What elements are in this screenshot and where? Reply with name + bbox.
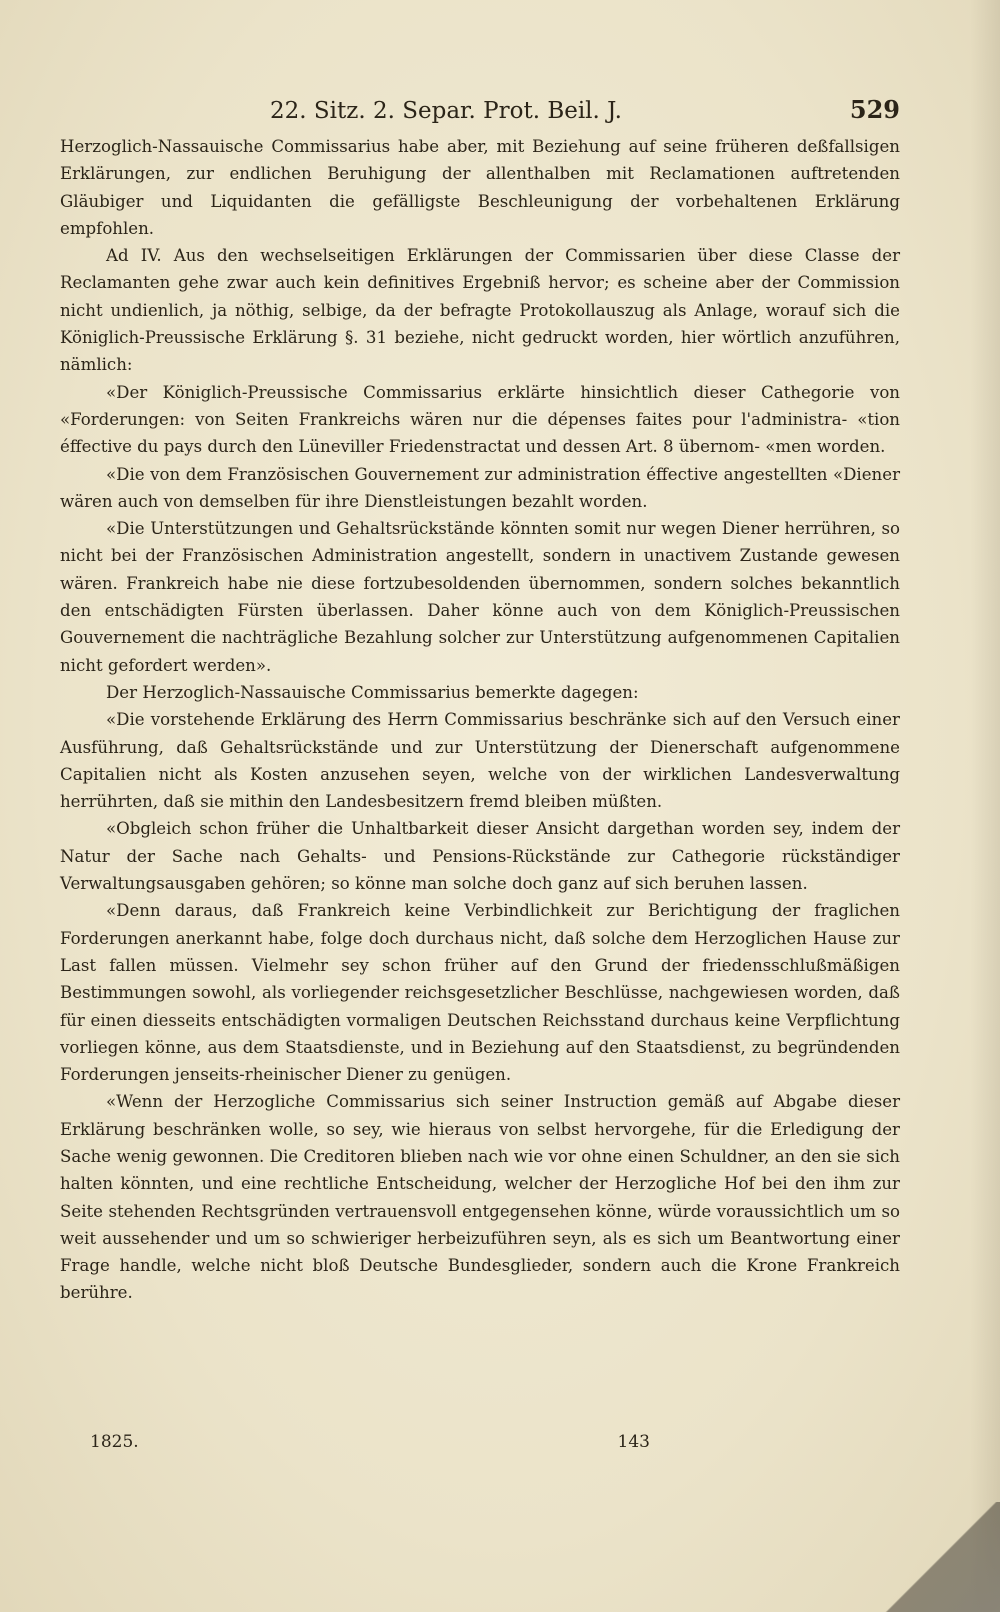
paragraph: Der Herzoglich-Nassauische Commissarius bemerkte dagegen: (106, 682, 639, 702)
page-corner-fold (880, 1502, 1000, 1612)
paragraph: «Denn daraus, daß Frankreich keine Verbindlichkeit zur Berichtigung der fraglichen Forderungen anerkannt habe, folge doch durchaus nicht, daß solche dem Herzoglichen Hause zur Last fallen müssen. Vielmehr sey schon früher auf den Grund der friedensschlußmäßigen Bestimmungen sowohl, als vorliegender reichsgesetzlicher Beschlüsse, nachgewiesen worden, daß für einen diesseits entschädigten vormaligen Deutschen Reichsstand durchaus keine Verpflichtung vorliegen könne, aus dem Staatsdienste, und in Beziehung auf den Staatsdienst, zu begründenden Forderungen jenseits-rheinischer Diener zu genügen. (60, 901, 900, 1085)
page-footer (90, 1432, 650, 1452)
paragraph: Ad IV. Aus den wechselseitigen Erklärungen der Commissarien über diese Classe der Reclamanten gehe zwar auch kein definitives Ergebniß hervor; es scheine aber der Commission nicht undienlich, ja nöthig, selbige, da der befragte Protokollauszug als Anlage, worauf sich die Königlich-Preussische Erklärung §. 31 beziehe, nicht gedruckt worden, hier wörtlich anzuführen, nämlich: (60, 246, 900, 375)
paragraph: «Die Unterstützungen und Gehaltsrückstände könnten somit nur wegen Diener herrühren, so nicht bei der Französischen Administration angestellt, sondern in unactivem Zustande gewesen wären. Frankreich habe nie diese fortzubesoldenden übernommen, sondern solches bekanntlich den entschädigten Fürsten überlassen. Daher könne auch von dem Königlich-Preussischen Gouvernement die nachträgliche Bezahlung solcher zur Unterstützung aufgenommenen Capitalien nicht gefordert werden». (60, 519, 900, 675)
footer-signature-mark: 143 (617, 1432, 650, 1452)
paragraph: «Obgleich schon früher die Unhaltbarkeit dieser Ansicht dargethan worden sey, indem der Natur der Sache nach Gehalts- und Pensions-Rückstände zur Cathegorie rückständiger Verwaltungsausgaben gehören; so könne man solche doch ganz auf sich beruhen lassen. (60, 819, 900, 894)
text-block (60, 85, 900, 1307)
paragraph: «Die von dem Französischen Gouvernement zur administration éffective angestellten «Diener wären auch von demselben für ihre Dienstleistungen bezahlt worden. (60, 464, 900, 511)
body-text (60, 133, 900, 1307)
paragraph: Herzoglich-Nassauische Commissarius habe aber, mit Beziehung auf seine früheren deßfallsigen Erklärungen, zur endlichen Beruhigung der allenthalben mit Reclamationen auftretenden Gläubiger und Liquidanten die gefälligste Beschleunigung der vorbehaltenen Erklärung empfohlen. (60, 137, 900, 238)
paragraph: «Der Königlich-Preussische Commissarius erklärte hinsichtlich dieser Cathegorie von «Forderungen: von Seiten Frankreichs wären nur die dépenses faites pour l'administra- «tion éffective du pays durch den Lüneviller Friedenstractat und dessen Art. 8 übernom- «men worden. (60, 382, 900, 457)
page-edge-shadow (970, 0, 1000, 1612)
footer-year: 1825. (90, 1432, 139, 1452)
paragraph: «Die vorstehende Erklärung des Herrn Commissarius beschränke sich auf den Versuch einer Ausführung, daß Gehaltsrückstände und zur Unterstützung der Dienerschaft aufgenommene Capitalien nicht als Kosten anzusehen seyen, welche von der wirklichen Landesverwaltung herrührten, daß sie mithin den Landesbesitzern fremd bleiben müßten. (60, 710, 900, 812)
paragraph: «Wenn der Herzogliche Commissarius sich seiner Instruction gemäß auf Abgabe dieser Erklärung beschränken wolle, so sey, wie hieraus von selbst hervorgehe, für die Erledigung der Sache wenig gewonnen. Die Creditoren blieben nach wie vor ohne einen Schuldner, an den sie sich halten könnten, und eine rechtliche Entscheidung, welcher der Herzogliche Hof bei den ihm zur Seite stehenden Rechtsgründen vertrauensvoll entgegensehen könne, würde voraussichtlich um so weit aussehender und um so schwieriger herbeizuführen seyn, als es sich um Beantwortung einer Frage handle, welche nicht bloß Deutsche Bundesglieder, sondern auch die Krone Frankreich berühre. (60, 1092, 900, 1303)
header-title: 22. Sitz. 2. Separ. Prot. Beil. J. (270, 98, 622, 124)
running-header (60, 85, 900, 125)
page-number: 529 (849, 95, 900, 124)
